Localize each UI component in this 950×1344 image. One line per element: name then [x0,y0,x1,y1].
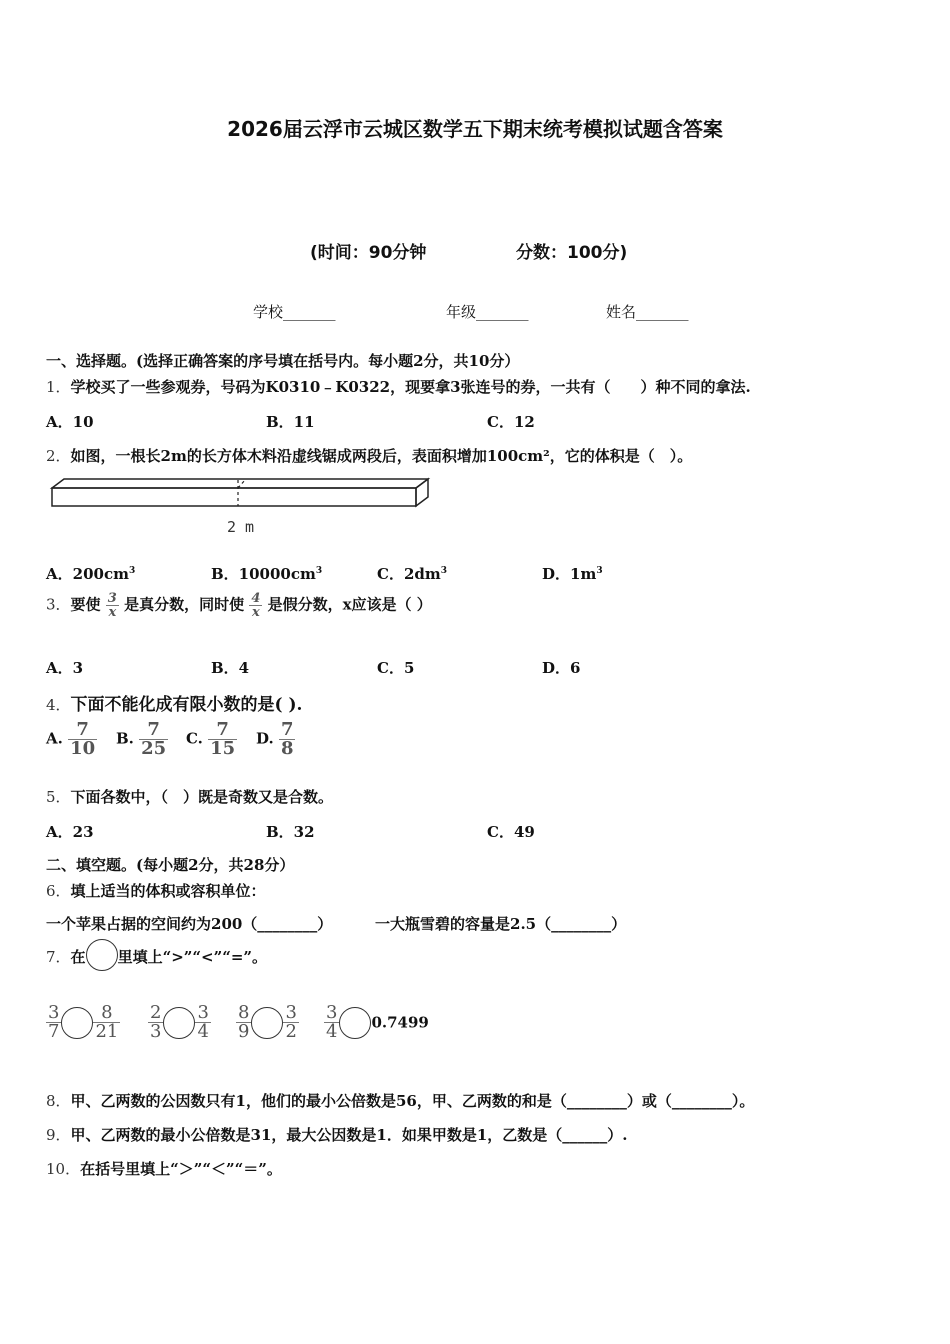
question-number: 5． [46,788,71,806]
option-b[interactable]: B．4 [211,659,250,677]
question-number: 10． [46,1160,81,1178]
option-a[interactable]: A. $\frac{7}{10}$ [46,719,96,759]
question-text: 填上适当的体积或容积单位： [70,882,266,900]
grade-field[interactable]: 年级_______ [446,303,529,321]
question-1 [46,376,751,397]
question-3: 3．要使 $\frac{3}{x}$ 是真分数，同时使 $\frac{4}{x}$ 是假分数，x应该是（ ） [46,591,432,620]
option-c[interactable]: C．5 [377,659,415,677]
option-c[interactable]: C．$2dm^3$ [377,565,448,583]
section-heading: 一、选择题。(选择正确答案的序号填在括号内。每小题2分，共10分） [46,352,520,370]
question-text: 学校买了一些参观券，号码为K0310﹣K0322，现要拿3张连号的券，一共有（ ）种不同的拿法. [70,378,751,396]
section-heading: 二、填空题。(每小题2分，共28分） [46,856,295,874]
compare-input[interactable] [339,1007,371,1039]
option-c[interactable]: C．12 [487,413,535,431]
question-8 [46,1090,754,1111]
option-a[interactable]: A．$200cm^3$ [46,565,136,583]
question-number: 2． [46,447,71,465]
question-number: 9． [46,1126,71,1144]
fill-blank-apple[interactable]: 一个苹果占据的空间约为200（________） [46,915,333,933]
figure-length-label: 2 m [227,518,255,536]
question-6 [46,880,266,901]
question-number: 6． [46,882,71,900]
fraction: $\frac{3}{x}$ [107,591,117,620]
option-b[interactable]: B．32 [266,823,315,841]
time-label: (时间：90分钟 [310,243,427,263]
question-number: 7． [46,948,71,966]
option-b[interactable]: B．11 [266,413,315,431]
question-number: 4． [46,696,71,714]
question-text: 在括号里填上“＞”“＜”“＝”。 [80,1160,282,1178]
option-a[interactable]: A．3 [46,659,84,677]
option-b[interactable]: B．$10000cm^3$ [211,565,323,583]
option-d[interactable]: D．6 [542,659,581,677]
question-text: 下面不能化成有限小数的是( ). [70,695,303,715]
question-4 [46,690,302,715]
question-5 [46,786,333,807]
question-number: 1． [46,378,71,396]
option-b[interactable]: B. $\frac{7}{25}$ [116,719,167,759]
page-title: 2026届云浮市云城区数学五下期末统考模拟试题含答案 [227,117,723,141]
compare-pair-3: $\frac{8}{9}$ $\frac{3}{2}$ [238,1002,297,1042]
question-7: 7．在 里填上“>”“<”“=”。 [46,945,267,971]
question-text: 甲、乙两数的最小公倍数是31，最大公因数是1．如果甲数是1，乙数是（______）. [70,1126,628,1144]
option-c[interactable]: C. $\frac{7}{15}$ [186,719,236,759]
compare-input[interactable] [163,1007,195,1039]
question-text: 下面各数中，（ ）既是奇数又是合数。 [70,788,334,806]
question-number: 8． [46,1092,71,1110]
compare-pair-4: $\frac{3}{4}$ 0.7499 [326,1002,429,1042]
compare-pair-2: $\frac{2}{3}$ $\frac{3}{4}$ [150,1002,209,1042]
question-10 [46,1158,282,1179]
score-label: 分数：100分) [516,243,628,263]
option-a[interactable]: A．10 [46,413,94,431]
compare-input[interactable] [251,1007,283,1039]
fill-blank-sprite[interactable]: 一大瓶雪碧的容量是2.5（________） [375,915,627,933]
fraction: $\frac{4}{x}$ [251,591,261,620]
school-field[interactable]: 学校_______ [253,303,336,321]
option-d[interactable]: D. $\frac{7}{8}$ [256,719,294,759]
question-text: 甲、乙两数的公因数只有1，他们的最小公倍数是56，甲、乙两数的和是（________）或（________）。 [70,1092,755,1110]
option-c[interactable]: C．49 [487,823,535,841]
wood-beam-figure [48,476,432,512]
question-2 [46,445,692,466]
name-field[interactable]: 姓名_______ [606,303,689,321]
compare-circle-icon [86,939,118,971]
question-9 [46,1124,628,1145]
compare-pair-1: $\frac{3}{7}$ $\frac{8}{21}$ [48,1002,119,1042]
question-text: 如图，一根长2m的长方体木料沿虚线锯成两段后，表面积增加100cm²，它的体积是（ ）。 [70,447,693,465]
option-d[interactable]: D．$1m^3$ [542,565,603,583]
option-a[interactable]: A．23 [46,823,94,841]
compare-input[interactable] [61,1007,93,1039]
question-number: 3． [46,595,71,614]
